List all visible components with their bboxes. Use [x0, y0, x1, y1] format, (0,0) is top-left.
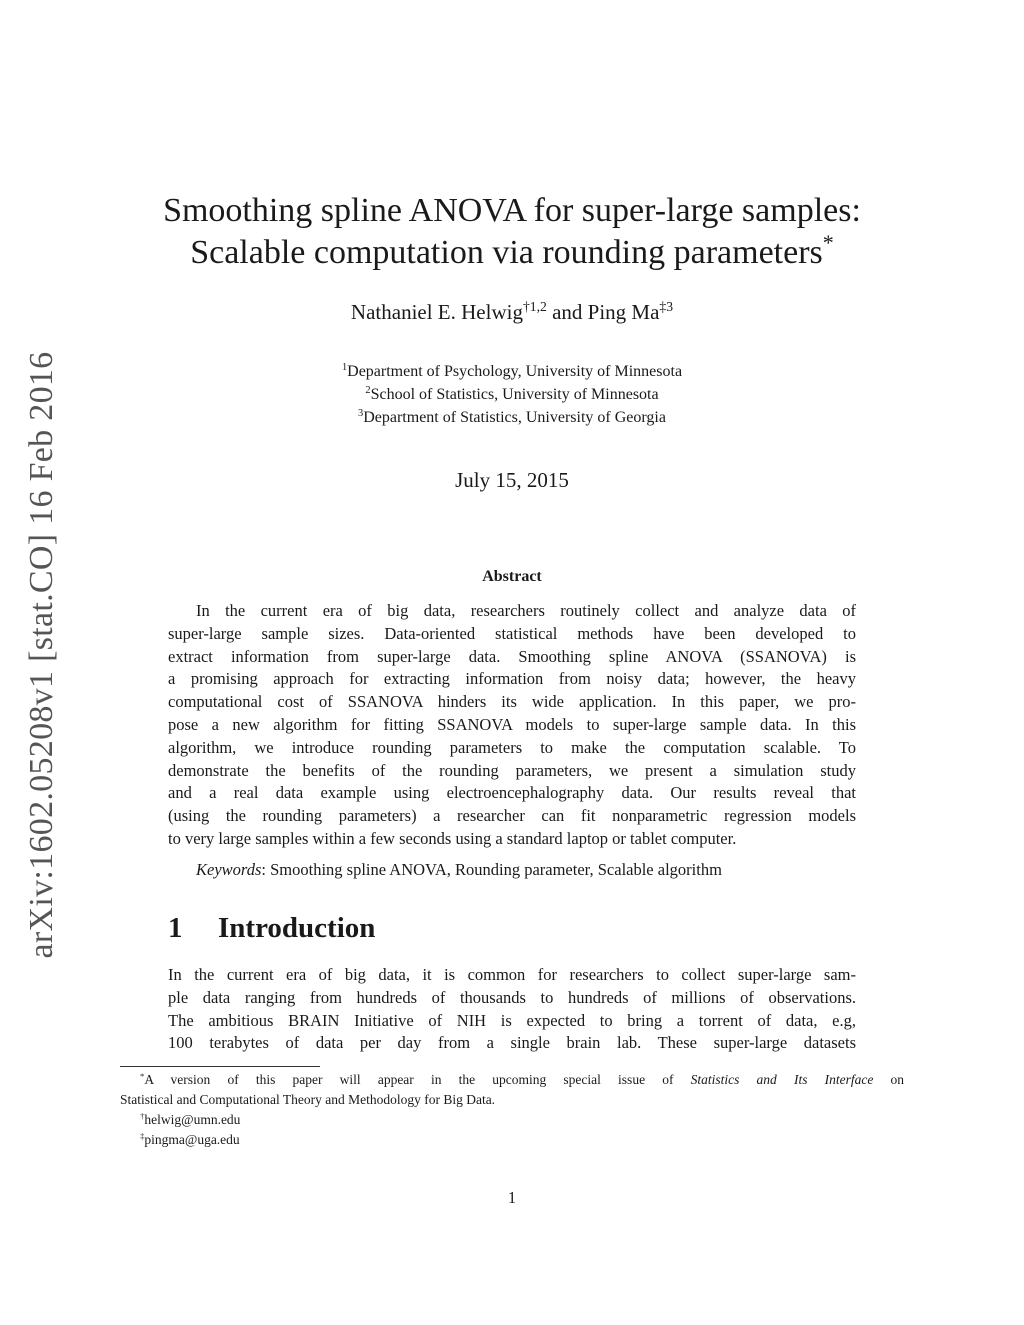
introduction-body	[168, 964, 856, 1055]
affiliation-1	[120, 360, 904, 383]
title-line-1: Smoothing spline ANOVA for super-large samples:	[163, 192, 861, 229]
abstract-line: to very large samples within a few seconds using a standard laptop or tablet computer.	[168, 828, 737, 848]
footnote-3	[120, 1130, 904, 1150]
footnote-divider	[120, 1066, 320, 1067]
footnote-3-marker: ‡	[140, 1130, 145, 1141]
affiliation-1-marker: 1	[341, 361, 348, 373]
footnote-1-line-2: Statistical and Computational Theory and Methodology for Big Data.	[120, 1092, 496, 1107]
abstract-line: a promising approach for extracting information from noisy data; however, the heavy	[168, 669, 856, 689]
title-footnote-marker[interactable]: *	[822, 229, 834, 255]
abstract-line: algorithm, we introduce rounding parameters to make the computation scalable. To	[168, 737, 856, 757]
author-2-affiliation-marker[interactable]: ‡3	[659, 298, 674, 314]
section-number: 1	[168, 912, 183, 944]
abstract-line: demonstrate the benefits of the rounding parameters, we present a simulation study	[168, 760, 856, 780]
affiliation-list	[120, 360, 904, 429]
footnote-2-email[interactable]: helwig@umn.edu	[144, 1112, 241, 1127]
footnote-2-marker: †	[140, 1110, 145, 1121]
introduction-line: ple data ranging from hundreds of thousands to hundreds of millions of observations.	[168, 987, 856, 1007]
author-conjunction: and	[552, 300, 583, 324]
affiliation-3-marker: 3	[358, 407, 364, 419]
footnote-2	[120, 1110, 904, 1130]
footnote-1-text-end: on	[873, 1072, 905, 1087]
keywords	[196, 860, 856, 880]
paper-date: July 15, 2015	[455, 468, 569, 492]
title-line-2: Scalable computation via rounding parameters*	[190, 229, 834, 271]
affiliation-1-text: Department of Psychology, University of Minnesota	[347, 363, 683, 380]
abstract-line: (using the rounding parameters) a researcher can fit nonparametric regression models	[168, 806, 856, 826]
author-list	[120, 300, 904, 325]
abstract-line: In the current era of big data, researchers routinely collect and analyze data of	[196, 601, 856, 620]
affiliation-3	[120, 406, 904, 429]
author-2: Ping Ma	[587, 300, 660, 324]
section-title: Introduction	[218, 912, 376, 944]
abstract-body	[168, 600, 856, 851]
abstract-line: and a real data example using electroencephalography data. Our results reveal that	[168, 783, 856, 803]
keywords-label: Keywords	[196, 860, 262, 879]
arxiv-identifier-stamp: arXiv:1602.05208v1 [stat.CO] 16 Feb 2016	[23, 351, 60, 959]
paper-title	[120, 190, 904, 274]
footnote-1-marker: *	[140, 1070, 145, 1081]
footnote-1-journal: Statistics and Its Interface	[690, 1072, 874, 1087]
affiliation-2	[120, 383, 904, 406]
abstract-line: super-large sample sizes. Data-oriented statistical methods have been developed to	[168, 623, 856, 643]
page-number: 1	[507, 1188, 517, 1207]
abstract-heading: Abstract	[482, 568, 542, 585]
section-heading-introduction	[168, 912, 375, 945]
affiliation-3-text: Department of Statistics, University of Georgia	[363, 409, 666, 426]
abstract-line: pose a new algorithm for fitting SSANOVA models to super-large sample data. In this	[168, 714, 856, 734]
footnote-1-text: A version of this paper will appear in the upcoming special issue of	[144, 1072, 691, 1087]
abstract-line: extract information from super-large data. Smoothing spline ANOVA (SSANOVA) is	[168, 646, 856, 666]
footnote-1-line-1	[120, 1070, 904, 1090]
footnotes	[120, 1070, 904, 1150]
affiliation-2-marker: 2	[365, 384, 371, 396]
author-1-affiliation-marker[interactable]: †1,2	[522, 298, 547, 314]
introduction-line: In the current era of big data, it is common for researchers to collect super-large sam-	[168, 965, 856, 984]
abstract-line: computational cost of SSANOVA hinders its wide application. In this paper, we pro-	[168, 692, 856, 712]
keywords-text: : Smoothing spline ANOVA, Rounding parameter, Scalable algorithm	[261, 860, 722, 879]
author-1: Nathaniel E. Helwig	[350, 300, 523, 324]
introduction-line: 100 terabytes of data per day from a single brain lab. These super-large datasets	[168, 1033, 856, 1053]
affiliation-2-text: School of Statistics, University of Minnesota	[370, 386, 659, 403]
footnote-3-email[interactable]: pingma@uga.edu	[144, 1132, 240, 1147]
introduction-line: The ambitious BRAIN Initiative of NIH is expected to bring a torrent of data, e.g,	[168, 1010, 856, 1030]
